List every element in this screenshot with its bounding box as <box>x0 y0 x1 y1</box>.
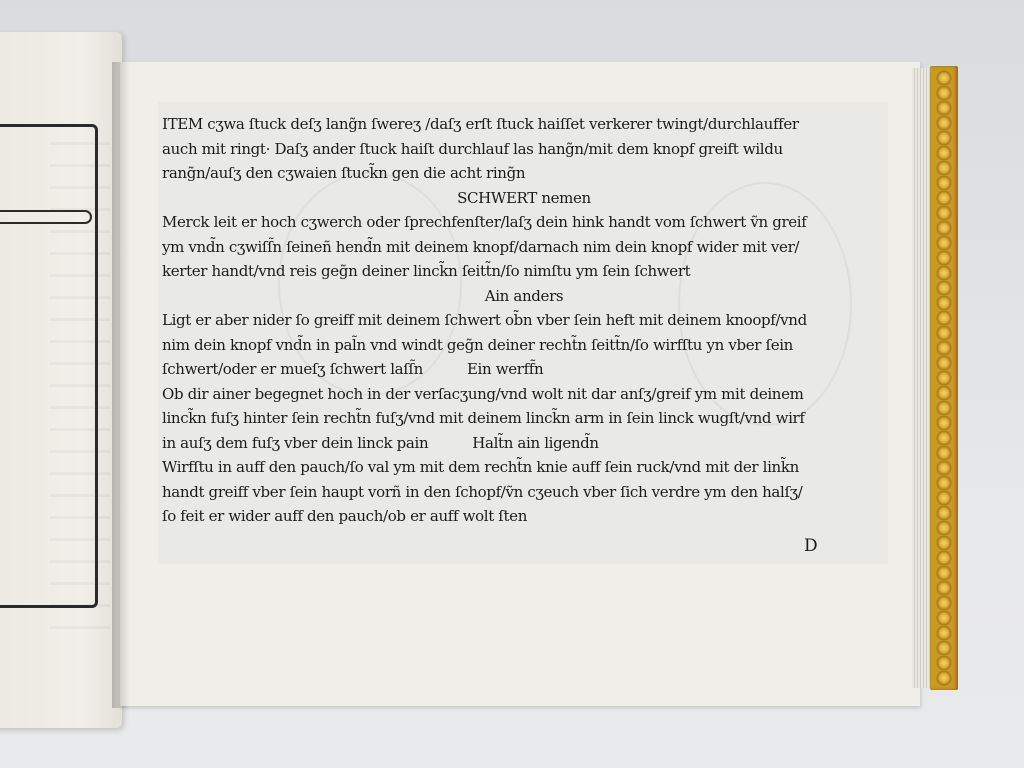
woodcut-frame <box>0 124 98 608</box>
text-line: Ob dir ainer begegnet hoch in der verſacʒung/vnd wolt nit dar anſʒ/greif ym mit deinem <box>162 384 804 403</box>
section-heading: SCHWERT nemen <box>457 188 591 207</box>
text-line-with-heading <box>162 431 886 456</box>
text-line: ITEM cʒwa ſtuck deſʒ lang̃n ſwereʒ /daſʒ erſt ſtuck haiſſet verkerer twingt/durchlauffer <box>162 115 799 133</box>
text-line: rang̃n/auſʒ den cʒwaien ſtuck̃n gen die acht ring̃n <box>162 164 526 182</box>
page-text <box>162 112 886 529</box>
text-line: nim dein knopf vnd̃n in pal̃n vnd windt geg̃n deiner recht̃n ſeitt̃n/ſo wirfſtu yn vber ſein <box>162 335 793 354</box>
text-line: linck̃n fuſʒ hinter ſein recht̃n fuſʒ/vnd mit deinem linck̃n arm in ſein linck wugſt/vnd wirf <box>162 409 805 427</box>
left-page <box>0 32 122 728</box>
text-line: auch mit ringt· Daſʒ ander ſtuck haiſt durchlauf las hang̃n/mit dem knopf greift wildu <box>162 139 783 158</box>
section-heading: Halt̃n ain ligend̃n <box>472 433 599 452</box>
gilded-edge-ornament <box>936 70 952 686</box>
text-line: ſo feit er wider auff den pauch/ob er auff wolt ſten <box>162 507 528 525</box>
text-line: Merck leit er hoch cʒwerch oder ſprechfenſter/laſʒ dein hink handt vom ſchwert ṽn greif <box>162 213 807 231</box>
text-fragment: in auſʒ dem fuſʒ vber dein linck pain <box>162 433 429 452</box>
woodcut-bar <box>0 210 92 224</box>
section-heading: Ain anders <box>484 286 564 305</box>
section-heading: Ein werff̃n <box>466 360 544 378</box>
text-line: kerter handt/vnd reis geg̃n deiner linck̃n ſeitt̃n/ſo nimſtu ym ſein ſchwert <box>162 262 691 280</box>
text-line: ym vnd̃n cʒwiſſ̃n ſeineñ hend̃n mit deinem knopf/darnach nim dein knopf wider mit ver/ <box>162 237 800 256</box>
text-line-with-heading <box>162 357 886 382</box>
signature-mark: D <box>804 536 818 556</box>
text-line: handt greiff vber ſein haupt vorñ in den ſchopf/ṽn cʒeuch vber ſich verdre ym den halſʒ/ <box>162 482 803 501</box>
text-line: Ligt er aber nider ſo greiff mit deinem ſchwert ob̃n vber ſein heft mit deinem knoopf/vnd <box>162 311 807 329</box>
text-line: Wirfſtu in auff den pauch/ſo val ym mit dem recht̃n knie auff ſein ruck/vnd mit der link̃n <box>162 458 799 476</box>
book-gutter <box>112 62 130 708</box>
text-fragment: ſchwert/oder er mueſʒ ſchwert laſſ̃n <box>162 360 423 378</box>
